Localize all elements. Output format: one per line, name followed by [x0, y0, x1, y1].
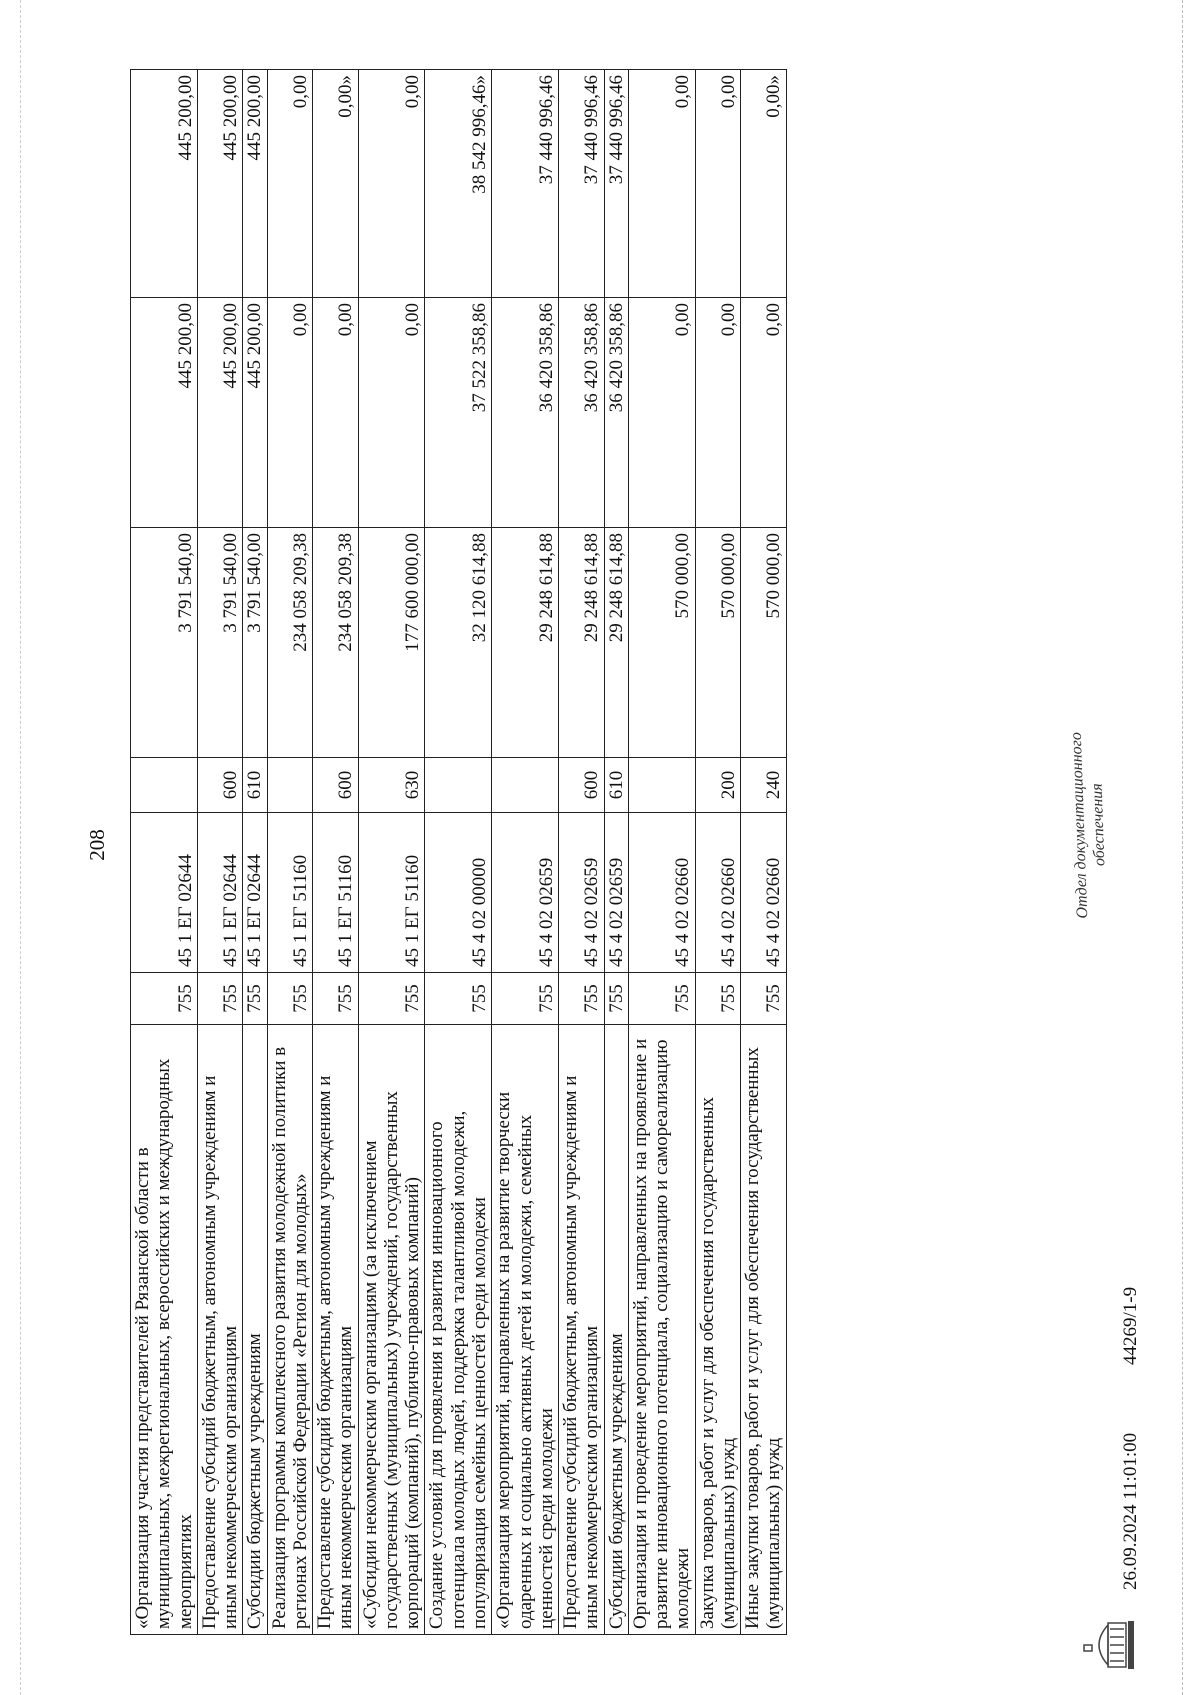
cell-name: Субсидии бюджетным учреждениям — [604, 1025, 628, 1635]
duma-logo-icon — [1080, 1615, 1140, 1675]
cell-kvr: 240 — [741, 758, 787, 813]
page-number: 208 — [85, 829, 109, 861]
cell-csr: 45 1 ЕГ 51160 — [313, 813, 359, 973]
cell-name: Предоставление субсидий бюджетным, автономным учреждениям и иным некоммерческим организациям — [197, 1025, 243, 1635]
cell-sum3: 0,00» — [741, 70, 787, 298]
cell-sum3: 0,00 — [695, 70, 741, 298]
cell-csr: 45 4 02 02660 — [741, 813, 787, 973]
cell-name: «Субсидии некоммерческим организациям (за исключением государственных (муниципальных) учреждений, государственных корпораций (компаний), публично-правовых компаний) — [358, 1025, 425, 1635]
cell-ministry: 755 — [243, 973, 267, 1025]
cell-sum1: 570 000,00 — [741, 528, 787, 758]
cell-name: Предоставление субсидий бюджетным, автономным учреждениям и иным некоммерческим организациям — [559, 1025, 605, 1635]
stamp-line-1: Отдел документационного — [1067, 731, 1092, 919]
table-row — [425, 70, 492, 1635]
cell-ministry: 755 — [604, 973, 628, 1025]
cell-name: «Организация участия представителей Рязанской области в муниципальных, межрегиональных, всероссийских и международных мероприятиях — [131, 1025, 198, 1635]
cell-ministry: 755 — [492, 973, 559, 1025]
cell-sum3: 445 200,00 — [131, 70, 198, 298]
cell-ministry: 755 — [313, 973, 359, 1025]
cell-sum1: 177 600 000,00 — [358, 528, 425, 758]
cell-sum1: 3 791 540,00 — [243, 528, 267, 758]
cell-sum3: 38 542 996,46» — [425, 70, 492, 298]
footer-date: 26.09.2024 11:01:00 — [1120, 1432, 1141, 1590]
cell-name: Закупка товаров, работ и услуг для обеспечения государственных (муниципальных) нужд — [695, 1025, 741, 1635]
cell-kvr — [628, 758, 695, 813]
table-row — [197, 70, 243, 1635]
scan-edge-line-top — [20, 0, 23, 1695]
cell-sum1: 29 248 614,88 — [604, 528, 628, 758]
cell-csr: 45 4 02 02659 — [604, 813, 628, 973]
cell-sum2: 0,00 — [695, 298, 741, 528]
cell-name: Реализация программы комплексного развития молодежной политики в регионах Российской Федерации «Регион для молодых» — [267, 1025, 313, 1635]
cell-sum3: 445 200,00 — [197, 70, 243, 298]
cell-csr: 45 1 ЕГ 02644 — [131, 813, 198, 973]
cell-kvr: 630 — [358, 758, 425, 813]
cell-sum2: 445 200,00 — [243, 298, 267, 528]
cell-ministry: 755 — [741, 973, 787, 1025]
cell-ministry: 755 — [425, 973, 492, 1025]
cell-ministry: 755 — [559, 973, 605, 1025]
cell-csr: 45 4 02 02660 — [695, 813, 741, 973]
cell-sum2: 445 200,00 — [131, 298, 198, 528]
cell-ministry: 755 — [628, 973, 695, 1025]
cell-ministry: 755 — [131, 973, 198, 1025]
cell-sum2: 36 420 358,86 — [559, 298, 605, 528]
cell-sum1: 29 248 614,88 — [559, 528, 605, 758]
table-row — [695, 70, 741, 1635]
cell-sum2: 0,00 — [628, 298, 695, 528]
cell-kvr: 200 — [695, 758, 741, 813]
cell-sum2: 0,00 — [358, 298, 425, 528]
cell-kvr: 600 — [313, 758, 359, 813]
table-row — [559, 70, 605, 1635]
table-row — [358, 70, 425, 1635]
cell-csr: 45 1 ЕГ 02644 — [197, 813, 243, 973]
cell-name: Организация и проведение мероприятий, направленных на проявление и развитие инновационного потенциала, социализацию и самореализацию молодежи — [628, 1025, 695, 1635]
cell-name: Создание условий для проявления и развития инновационного потенциала молодых людей, поддержка талантливой молодежи, популяризация семейных ценностей среди молодежи — [425, 1025, 492, 1635]
cell-kvr — [131, 758, 198, 813]
cell-sum1: 570 000,00 — [628, 528, 695, 758]
cell-kvr: 600 — [559, 758, 605, 813]
cell-sum3: 37 440 996,46 — [492, 70, 559, 298]
cell-ministry: 755 — [267, 973, 313, 1025]
table-row — [243, 70, 267, 1635]
cell-sum1: 29 248 614,88 — [492, 528, 559, 758]
cell-kvr — [267, 758, 313, 813]
cell-sum3: 0,00 — [267, 70, 313, 298]
cell-ministry: 755 — [695, 973, 741, 1025]
cell-sum2: 0,00 — [741, 298, 787, 528]
cell-kvr — [425, 758, 492, 813]
cell-ministry: 755 — [197, 973, 243, 1025]
cell-sum2: 36 420 358,86 — [492, 298, 559, 528]
cell-name: Предоставление субсидий бюджетным, автономным учреждениям и иным некоммерческим организациям — [313, 1025, 359, 1635]
cell-csr: 45 1 ЕГ 51160 — [267, 813, 313, 973]
cell-sum2: 445 200,00 — [197, 298, 243, 528]
cell-csr: 45 4 02 02660 — [628, 813, 695, 973]
cell-kvr: 600 — [197, 758, 243, 813]
table-row — [628, 70, 695, 1635]
table-row — [313, 70, 359, 1635]
table-row — [492, 70, 559, 1635]
cell-sum2: 0,00 — [267, 298, 313, 528]
cell-name: Субсидии бюджетным учреждениям — [243, 1025, 267, 1635]
cell-sum3: 0,00» — [313, 70, 359, 298]
cell-csr: 45 1 ЕГ 51160 — [358, 813, 425, 973]
cell-sum3: 0,00 — [358, 70, 425, 298]
office-stamp — [1066, 714, 1112, 935]
table-row — [604, 70, 628, 1635]
cell-sum3: 37 440 996,46 — [559, 70, 605, 298]
cell-ministry: 755 — [358, 973, 425, 1025]
cell-kvr: 610 — [243, 758, 267, 813]
cell-sum3: 445 200,00 — [243, 70, 267, 298]
cell-sum2: 36 420 358,86 — [604, 298, 628, 528]
cell-csr: 45 4 02 00000 — [425, 813, 492, 973]
table-row — [267, 70, 313, 1635]
cell-sum2: 37 522 358,86 — [425, 298, 492, 528]
cell-sum1: 234 058 209,38 — [313, 528, 359, 758]
cell-kvr — [492, 758, 559, 813]
stamp-line-2: обеспечения — [1088, 782, 1109, 867]
cell-csr: 45 1 ЕГ 02644 — [243, 813, 267, 973]
budget-table — [130, 69, 787, 1635]
cell-sum1: 570 000,00 — [695, 528, 741, 758]
cell-sum1: 32 120 614,88 — [425, 528, 492, 758]
cell-sum3: 0,00 — [628, 70, 695, 298]
cell-sum1: 3 791 540,00 — [131, 528, 198, 758]
cell-sum1: 3 791 540,00 — [197, 528, 243, 758]
scan-edge-line — [1182, 0, 1185, 1695]
cell-csr: 45 4 02 02659 — [559, 813, 605, 973]
table-row — [741, 70, 787, 1635]
cell-kvr: 610 — [604, 758, 628, 813]
cell-sum1: 234 058 209,38 — [267, 528, 313, 758]
cell-sum3: 37 440 996,46 — [604, 70, 628, 298]
footer-doc-number: 44269/1-9 — [1120, 1286, 1141, 1365]
cell-csr: 45 4 02 02659 — [492, 813, 559, 973]
cell-name: Иные закупки товаров, работ и услуг для обеспечения государственных (муниципальных) нужд — [741, 1025, 787, 1635]
cell-sum2: 0,00 — [313, 298, 359, 528]
table-row — [131, 70, 198, 1635]
cell-name: «Организация мероприятий, направленных на развитие творчески одаренных и социально активных детей и молодежи, семейных ценностей среди молодежи — [492, 1025, 559, 1635]
